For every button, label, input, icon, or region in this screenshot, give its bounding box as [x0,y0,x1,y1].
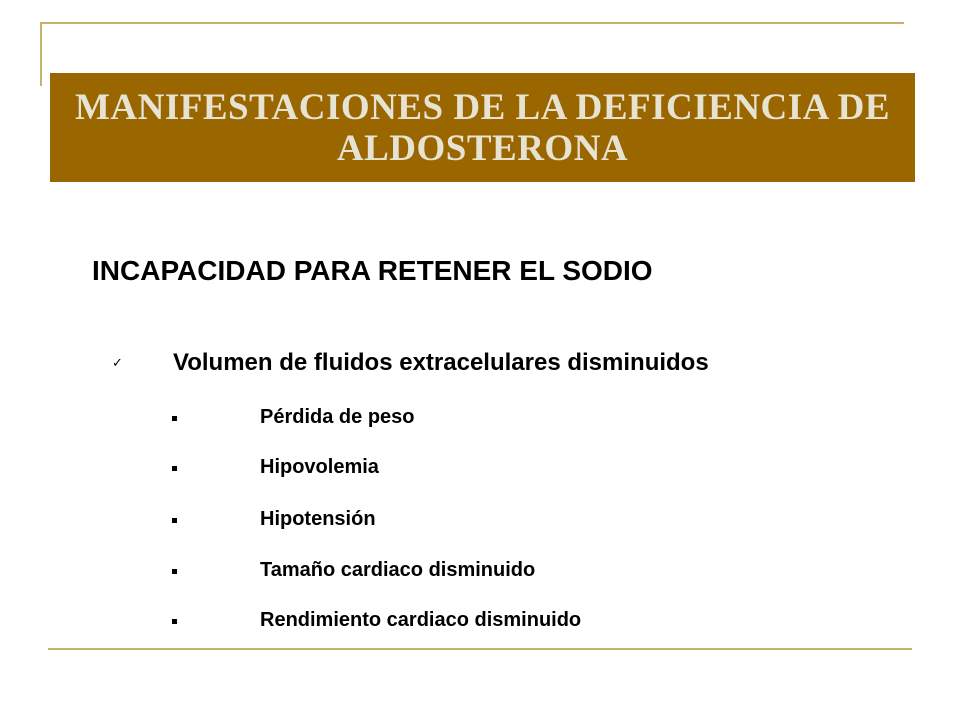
slide-title: MANIFESTACIONES DE LA DEFICIENCIA DE ALDOSTERONA [74,86,891,169]
square-bullet-icon [172,619,177,624]
bottom-rule [48,648,912,650]
sub-bullet-item [170,609,870,635]
section-heading: INCAPACIDAD PARA RETENER EL SODIO [92,255,653,286]
sub-bullet-text: Rendimiento cardiaco disminuido [260,609,582,631]
sub-bullet-text: Hipovolemia [260,456,379,478]
sub-bullet-item [170,559,870,585]
sub-bullet-item [170,508,870,534]
main-bullet [112,349,912,381]
sub-bullet-text: Pérdida de peso [260,406,415,428]
sub-bullet-item [170,406,870,432]
square-bullet-icon [172,416,177,421]
top-rule [40,22,904,24]
title-banner [50,73,915,182]
square-bullet-icon [172,518,177,523]
left-rule [40,22,42,86]
sub-bullet-text: Hipotensión [260,508,376,530]
checkmark-icon: ✓ [112,356,123,371]
main-bullet-text: Volumen de fluidos extracelulares disminuidos [173,349,709,376]
sub-bullet-item [170,456,870,482]
square-bullet-icon [172,569,177,574]
sub-bullet-text: Tamaño cardiaco disminuido [260,559,536,581]
square-bullet-icon [172,466,177,471]
